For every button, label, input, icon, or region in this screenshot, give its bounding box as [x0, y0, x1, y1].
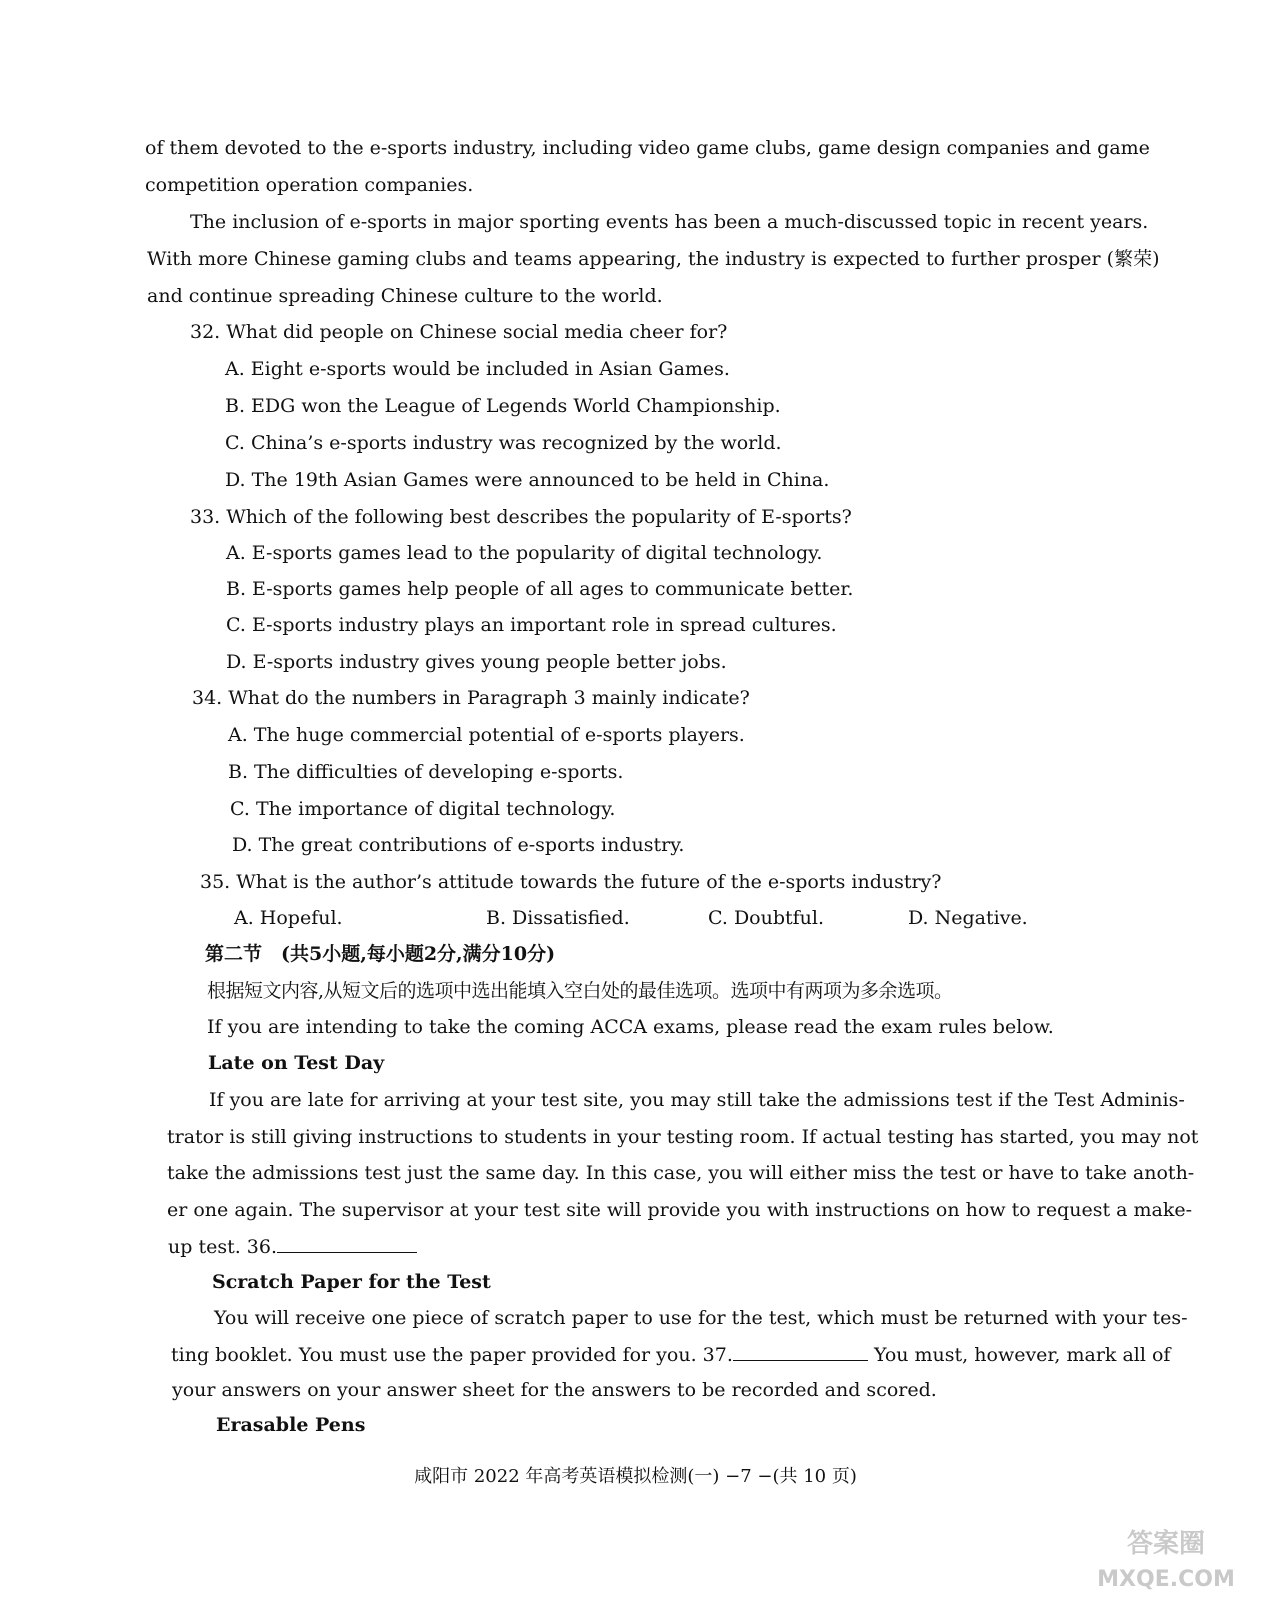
- paragraph-line: up test. 36.: [168, 1234, 417, 1259]
- page-footer: 咸阳市 2022 年高考英语模拟检测(一) −7 −(共 10 页): [414, 1466, 857, 1487]
- intro-line: If you are intending to take the coming ACCA exams, please read the exam rules below.: [207, 1016, 1054, 1038]
- answer-option: A. The huge commercial potential of e-sports players.: [228, 724, 745, 746]
- watermark-logo: [1081, 1514, 1251, 1594]
- answer-option: D. The great contributions of e-sports industry.: [232, 834, 685, 856]
- answer-option: B. EDG won the League of Legends World Championship.: [225, 395, 781, 417]
- passage-line: of them devoted to the e-sports industry, including video game clubs, game design companies and game: [145, 137, 1150, 159]
- blank-36-line[interactable]: [277, 1234, 417, 1253]
- answer-option: A. E-sports games lead to the popularity of digital technology.: [226, 542, 823, 564]
- passage-line: The inclusion of e-sports in major sporting events has been a much-discussed topic in recent years.: [190, 211, 1149, 233]
- section-heading: 第二节 (共5小题,每小题2分,满分10分): [205, 943, 556, 965]
- answer-option: B. Dissatisfied.: [486, 907, 630, 929]
- blank-36-label: 36.: [246, 1236, 278, 1258]
- subheading-erasable: Erasable Pens: [216, 1414, 366, 1436]
- question-stem: 35. What is the author’s attitude towards the future of the e-sports industry?: [200, 871, 942, 893]
- answer-option: C. China’s e-sports industry was recognized by the world.: [225, 432, 782, 454]
- blank-37-label: 37.: [702, 1344, 733, 1366]
- subheading-late: Late on Test Day: [208, 1052, 385, 1074]
- question-stem: 32. What did people on Chinese social media cheer for?: [190, 321, 728, 343]
- answer-option: C. The importance of digital technology.: [230, 798, 616, 820]
- blank-37-line[interactable]: [733, 1342, 868, 1361]
- answer-option: D. E-sports industry gives young people better jobs.: [226, 651, 727, 673]
- answer-option: C. Doubtful.: [708, 907, 825, 929]
- paragraph-line: ting booklet. You must use the paper provided for you. 37. You must, however, mark all of: [171, 1344, 1171, 1366]
- passage-line: With more Chinese gaming clubs and teams appearing, the industry is expected to further prosper (繁荣): [147, 248, 1160, 270]
- answer-option: A. Hopeful.: [234, 907, 343, 929]
- paragraph-line: If you are late for arriving at your test site, you may still take the admissions test if the Test Adminis-: [209, 1089, 1185, 1111]
- passage-line: and continue spreading Chinese culture to the world.: [147, 285, 663, 307]
- answer-option: D. Negative.: [908, 907, 1028, 929]
- answer-option: B. The difficulties of developing e-sports.: [228, 761, 624, 783]
- passage-line: competition operation companies.: [145, 174, 474, 196]
- answer-option: B. E-sports games help people of all ages to communicate better.: [226, 578, 854, 600]
- section-instruction: 根据短文内容,从短文后的选项中选出能填入空白处的最佳选项。选项中有两项为多余选项。: [207, 980, 953, 1002]
- answer-option: C. E-sports industry plays an important role in spread cultures.: [226, 614, 837, 636]
- paragraph-line: er one again. The supervisor at your test site will provide you with instructions on how to request a make-: [167, 1199, 1193, 1221]
- subheading-scratch: Scratch Paper for the Test: [212, 1271, 491, 1293]
- question-stem: 34. What do the numbers in Paragraph 3 mainly indicate?: [192, 687, 750, 709]
- watermark-bottom-text: MXQE.COM: [1097, 1567, 1235, 1592]
- paragraph-line: trator is still giving instructions to students in your testing room. If actual testing has started, you may not: [167, 1126, 1199, 1148]
- watermark-top-text: 答案圈: [1126, 1529, 1206, 1559]
- paragraph-line: You will receive one piece of scratch paper to use for the test, which must be returned with your tes-: [214, 1307, 1188, 1329]
- question-stem: 33. Which of the following best describes the popularity of E-sports?: [190, 506, 852, 528]
- paragraph-line: take the admissions test just the same day. In this case, you will either miss the test or have to take anoth-: [167, 1162, 1195, 1184]
- paragraph-line: your answers on your answer sheet for the answers to be recorded and scored.: [172, 1379, 937, 1401]
- answer-option: D. The 19th Asian Games were announced to be held in China.: [225, 469, 830, 491]
- answer-option: A. Eight e-sports would be included in Asian Games.: [225, 358, 730, 380]
